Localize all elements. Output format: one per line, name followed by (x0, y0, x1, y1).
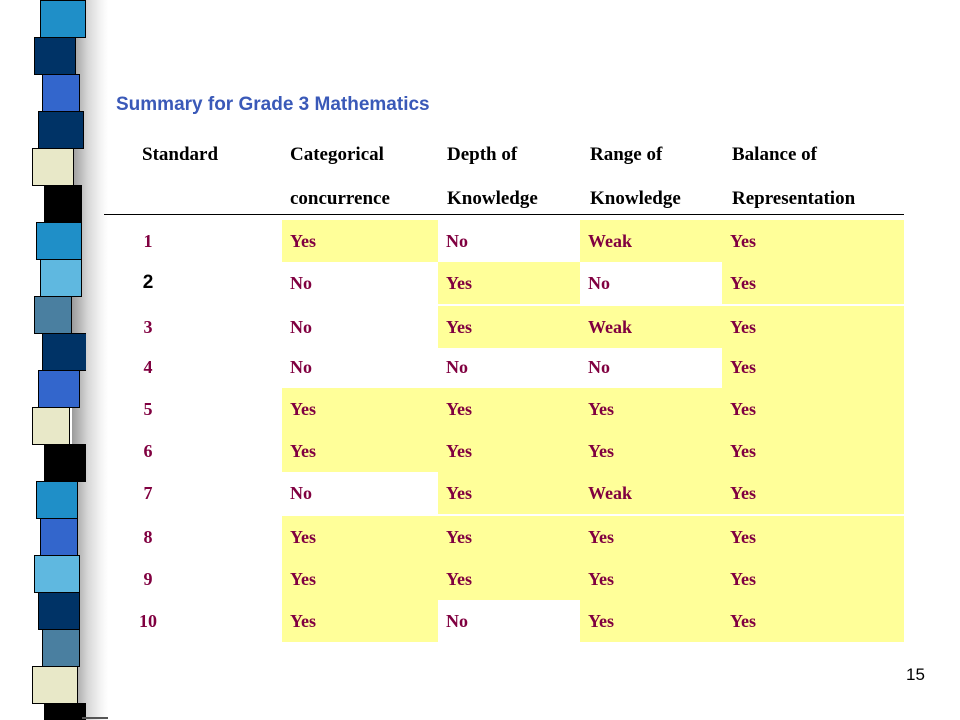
table-cell (438, 388, 580, 430)
table-cell (580, 388, 722, 430)
decorative-stripe (32, 666, 78, 704)
cell-value: Yes (446, 398, 472, 419)
table-cell (722, 516, 904, 558)
cell-value: Yes (446, 568, 472, 589)
table-cell (580, 306, 722, 348)
decorative-stripe (42, 74, 80, 112)
standard-number: 1 (143, 230, 153, 251)
cell-value: Yes (588, 526, 614, 547)
table-cell (722, 346, 904, 388)
column-header-line1: Categorical (290, 144, 384, 165)
decorative-stripe (40, 259, 82, 297)
table-cell (282, 306, 438, 348)
decorative-stripe (34, 37, 76, 75)
standard-number: 5 (143, 398, 153, 419)
table-cell (282, 430, 438, 472)
slide-title: Summary for Grade 3 Mathematics (116, 94, 430, 115)
table-cell (282, 388, 438, 430)
decorative-stripe (44, 703, 86, 720)
table-cell (580, 220, 722, 262)
cell-value: No (446, 230, 468, 251)
column-header-line1: Depth of (447, 144, 518, 165)
table-cell (438, 220, 580, 262)
table-cell (580, 600, 722, 642)
cell-value: Yes (730, 230, 756, 251)
cell-value: Yes (446, 316, 472, 337)
decorative-stripe (40, 0, 86, 38)
column-header-line1: Standard (142, 144, 219, 165)
column-header-line2: concurrence (290, 188, 390, 209)
cell-value: Yes (588, 398, 614, 419)
cell-value: Yes (290, 230, 316, 251)
table-cell (580, 346, 722, 388)
cell-value: Yes (290, 568, 316, 589)
decorative-stripe (42, 333, 86, 371)
column-header-line1: Range of (590, 144, 663, 165)
standard-number: 2 (142, 272, 154, 293)
cell-value: Yes (730, 568, 756, 589)
column-header-line2: Representation (732, 188, 856, 209)
table-cell (722, 262, 904, 304)
decorative-stripe (38, 592, 80, 630)
table-cell (282, 516, 438, 558)
cell-value: No (290, 316, 312, 337)
cell-value: Yes (588, 440, 614, 461)
decorative-stripe (32, 148, 74, 186)
decorative-stripe (36, 481, 78, 519)
decorative-stripe (42, 629, 80, 667)
cell-value: Yes (588, 610, 614, 631)
cell-value: No (290, 272, 312, 293)
cell-value: Yes (290, 398, 316, 419)
table-cell (282, 262, 438, 304)
standard-number: 7 (143, 482, 153, 503)
decorative-stripe (44, 444, 86, 482)
table-cell (438, 262, 580, 304)
decorative-stripe (38, 111, 84, 149)
table-cell (580, 430, 722, 472)
table-cell (580, 472, 722, 514)
standard-number: 4 (143, 356, 153, 377)
decorative-stripe (32, 407, 70, 445)
cell-value: Yes (446, 272, 472, 293)
table-cell (580, 516, 722, 558)
column-header-line2: Knowledge (447, 188, 538, 209)
decorative-stripe-band (26, 0, 86, 720)
table-cell (722, 600, 904, 642)
cell-value: No (446, 356, 468, 377)
table-cell (722, 306, 904, 348)
cell-value: Weak (588, 316, 633, 337)
standard-number: 9 (143, 568, 153, 589)
cell-value: Yes (730, 482, 756, 503)
cell-value: Yes (730, 272, 756, 293)
cell-value: Yes (730, 610, 756, 631)
cell-value: Yes (290, 610, 316, 631)
page-number: 15 (906, 665, 925, 684)
decorative-bottom-line (82, 717, 108, 719)
standard-number: 6 (143, 440, 153, 461)
table-cell (282, 558, 438, 600)
decorative-stripe (36, 222, 82, 260)
cell-value: No (290, 356, 312, 377)
cell-value: No (290, 482, 312, 503)
decorative-stripe (38, 370, 80, 408)
table-cell (282, 600, 438, 642)
column-header-line1: Balance of (732, 144, 817, 165)
standard-number: 8 (143, 526, 153, 547)
cell-value: Yes (730, 316, 756, 337)
decorative-stripe (44, 185, 82, 223)
table-cell (438, 346, 580, 388)
cell-value: Weak (588, 230, 633, 251)
cell-value: Yes (588, 568, 614, 589)
cell-value: Yes (290, 440, 316, 461)
cell-value: Yes (730, 356, 756, 377)
cell-value: Yes (446, 526, 472, 547)
table-cell (580, 558, 722, 600)
table-cell (282, 220, 438, 262)
cell-value: Yes (730, 440, 756, 461)
cell-value: No (588, 356, 610, 377)
cell-value: No (588, 272, 610, 293)
cell-value: Yes (290, 526, 316, 547)
header-divider (104, 214, 904, 215)
cell-value: Yes (446, 440, 472, 461)
table-cell (438, 430, 580, 472)
table-cell (722, 472, 904, 514)
cell-value: Weak (588, 482, 633, 503)
table-cell (438, 558, 580, 600)
standard-number: 3 (143, 316, 153, 337)
cell-value: Yes (446, 482, 472, 503)
table-cell (438, 516, 580, 558)
table-cell (722, 220, 904, 262)
table-cell (282, 472, 438, 514)
decorative-stripe (34, 296, 72, 334)
table-cell (580, 262, 722, 304)
table-cell (282, 346, 438, 388)
cell-value: No (446, 610, 468, 631)
table-cell (722, 388, 904, 430)
table-cell (722, 558, 904, 600)
column-header-line2: Knowledge (590, 188, 681, 209)
cell-value: Yes (730, 398, 756, 419)
cell-value: Yes (730, 526, 756, 547)
table-cell (438, 306, 580, 348)
table-cell (438, 472, 580, 514)
standard-number: 10 (139, 610, 157, 631)
decorative-stripe (40, 518, 78, 556)
table-cell (438, 600, 580, 642)
table-cell (722, 430, 904, 472)
decorative-stripe (34, 555, 80, 593)
